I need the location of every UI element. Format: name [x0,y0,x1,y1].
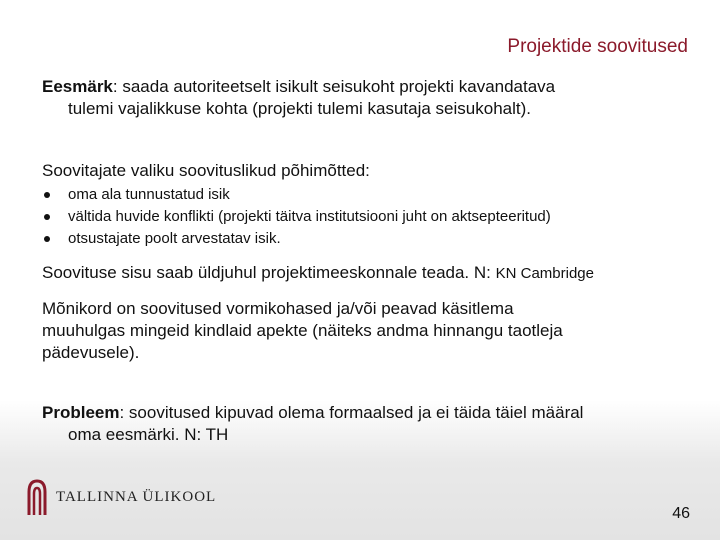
problem-paragraph [42,402,692,446]
list-item-text: oma ala tunnustatud isik [68,186,230,203]
formal-note [42,298,692,364]
bullet-icon [44,214,50,220]
university-logo [26,478,216,516]
goal-paragraph [42,76,682,120]
bullet-icon [44,236,50,242]
logo-emblem-icon [26,478,48,516]
principles-list [42,184,551,250]
list-item [42,228,551,250]
formal-note-line: pädevusele). [42,343,140,362]
formal-note-line: muuhulgas mingeid kindlaid apekte (näiteks andma hinnangu taotleja [42,321,563,340]
goal-label: Eesmärk [42,77,113,96]
formal-note-line: Mõnikord on soovitused vormikohased ja/või peavad käsitlema [42,299,514,318]
goal-text-continued: tulemi vajalikkuse kohta (projekti tulemi kasutaja seisukohalt). [68,99,531,118]
list-item [42,206,551,228]
principles-heading: Soovitajate valiku soovituslikud põhimõtted: [42,161,370,180]
page-number: 46 [672,505,690,522]
list-item [42,184,551,206]
list-item-text: vältida huvide konflikti (projekti täitva institutsiooni juht on aktsepteeritud) [68,208,551,225]
logo-text: TALLINNA ÜLIKOOL [56,488,217,505]
problem-text: : soovitused kipuvad olema formaalsed ja ei täida täiel määral [119,403,584,422]
goal-text: : saada autoriteetselt isikult seisukoht projekti kavandatava [112,77,556,96]
bullet-icon [44,192,50,198]
problem-text-continued: oma eesmärki. N: TH [68,425,229,444]
slide-title: Projektide soovitused [507,36,688,57]
problem-label: Probleem [42,403,120,422]
content-note-text: Soovituse sisu saab üldjuhul projektimeeskonnale teada. N: [42,263,496,282]
content-note-example: KN Cambridge [495,265,594,282]
content-note [42,262,594,285]
list-item-text: otsustajate poolt arvestatav isik. [68,230,281,247]
